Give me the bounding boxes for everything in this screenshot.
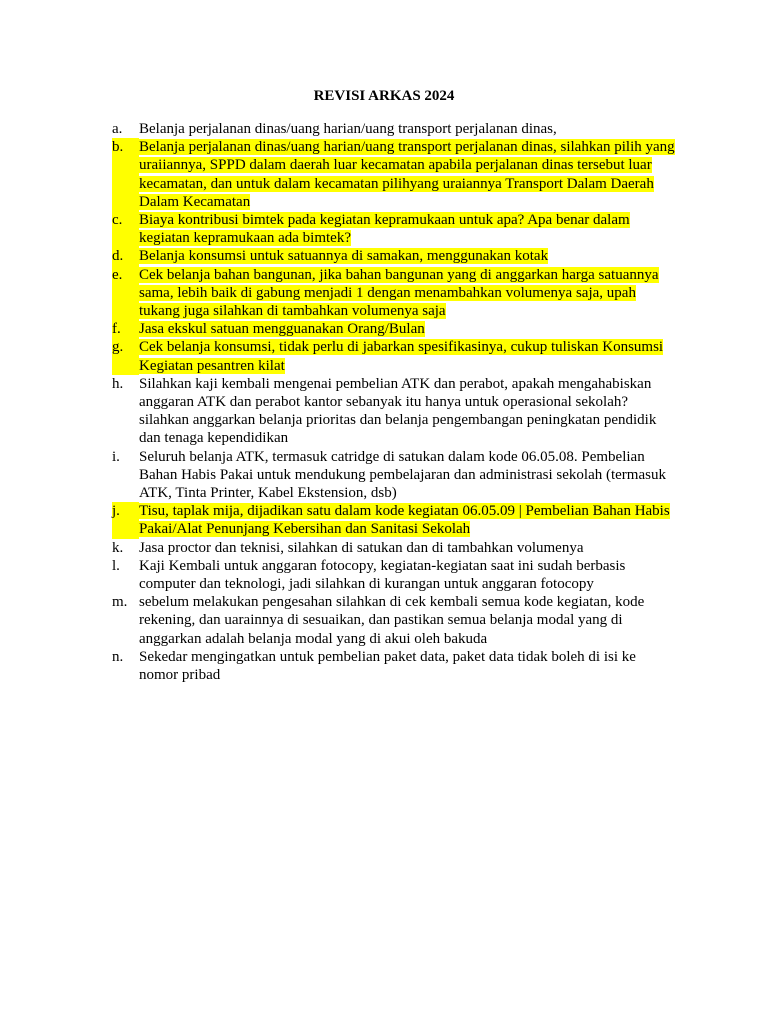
list-marker: h. (112, 375, 124, 392)
list-item (112, 266, 678, 321)
list-item-text: Jasa ekskul satuan mengguanakan Orang/Bulan (139, 321, 425, 338)
list-item-text: Belanja perjalanan dinas/uang harian/uang transport perjalanan dinas, (139, 121, 557, 137)
list-marker: i. (112, 448, 120, 465)
list-item (112, 448, 678, 503)
revision-list (112, 120, 678, 684)
list-marker: d. (112, 247, 139, 265)
list-marker: l. (112, 557, 120, 574)
list-item (112, 648, 678, 684)
list-item-text: Belanja perjalanan dinas/uang harian/uang transport perjalanan dinas, silahkan pilih yang uraiiannya, SPPD dalam daerah luar kecamatan apabila perjalanan dinas tersebut luar kecamatan, dan untuk dalam kecamatan pilihyang uraiannya Transport Dalam Daerah Dalam Kecamatan (139, 139, 675, 210)
list-item-text: Biaya kontribusi bimtek pada kegiatan kepramukaan untuk apa? Apa benar dalam kegiatan kepramukaan ada bimtek? (139, 212, 630, 247)
list-item (112, 539, 678, 557)
list-marker: a. (112, 121, 123, 137)
list-item (112, 338, 678, 374)
list-marker: k. (112, 539, 124, 556)
list-item (112, 247, 678, 265)
list-item (112, 211, 678, 247)
list-item-text: Cek belanja konsumsi, tidak perlu di jabarkan spesifikasinya, cukup tuliskan Konsumsi Kegiatan pesantren kilat (139, 339, 664, 374)
list-marker: g. (112, 338, 139, 374)
document-title: REVISI ARKAS 2024 (313, 88, 455, 104)
list-item-text: Kaji Kembali untuk anggaran fotocopy, kegiatan-kegiatan saat ini sudah berbasis computer dan teknologi, jadi silahkan di kurangan untuk anggaran fotocopy (139, 557, 626, 593)
list-item-text: Jasa proctor dan teknisi, silahkan di satukan dan di tambahkan volumenya (139, 539, 584, 556)
list-marker: c. (112, 211, 139, 247)
list-item (112, 120, 678, 138)
list-item (112, 320, 678, 338)
list-item-text: Seluruh belanja ATK, termasuk catridge di satukan dalam kode 06.05.08. Pembelian Bahan Habis Pakai untuk mendukung pembelajaran dan administrasi sekolah (termasuk ATK, Tinta Printer, Kabel Ekstension, dsb) (139, 448, 666, 502)
list-marker: b. (112, 138, 139, 211)
list-item-text: Belanja konsumsi untuk satuannya di samakan, menggunakan kotak (139, 248, 549, 265)
list-item (112, 557, 678, 593)
list-item-text: Tisu, taplak mija, dijadikan satu dalam kode kegiatan 06.05.09 | Pembelian Bahan Habis Pakai/Alat Penunjang Kebersihan dan Sanitasi Sekolah (139, 503, 670, 538)
list-item (112, 502, 678, 538)
list-marker: m. (112, 594, 128, 611)
list-item-text: sebelum melakukan pengesahan silahkan di cek kembali semua kode kegiatan, kode rekening, dan uarainnya di sesuaikan, dan pastikan semua belanja modal yang di anggarkan adalah belanja modal yang di akui oleh bakuda (139, 594, 645, 647)
list-item (112, 375, 678, 448)
list-marker: n. (112, 648, 124, 665)
list-item-text: Silahkan kaji kembali mengenai pembelian ATK dan perabot, apakah mengahabiskan anggaran ATK dan perabot kantor sebanyak itu hanya untuk operasional sekolah? silahkan anggarkan belanja prioritas dan belanja pengembangan peningkatan pendidik dan tenaga kependidikan (139, 375, 657, 447)
list-item-text: Cek belanja bahan bangunan, jika bahan bangunan yang di anggarkan harga satuannya sama, lebih baik di gabung menjadi 1 dengan menambahkan volumenya saja, upah tukang juga silahkan di tambahkan volumenya saja (139, 266, 659, 320)
list-marker: j. (112, 502, 139, 538)
list-marker: e. (112, 266, 139, 321)
list-item (112, 593, 678, 648)
list-marker: f. (112, 320, 139, 338)
list-item (112, 138, 678, 211)
list-item-text: Sekedar mengingatkan untuk pembelian paket data, paket data tidak boleh di isi ke nomor pribad (139, 648, 636, 684)
